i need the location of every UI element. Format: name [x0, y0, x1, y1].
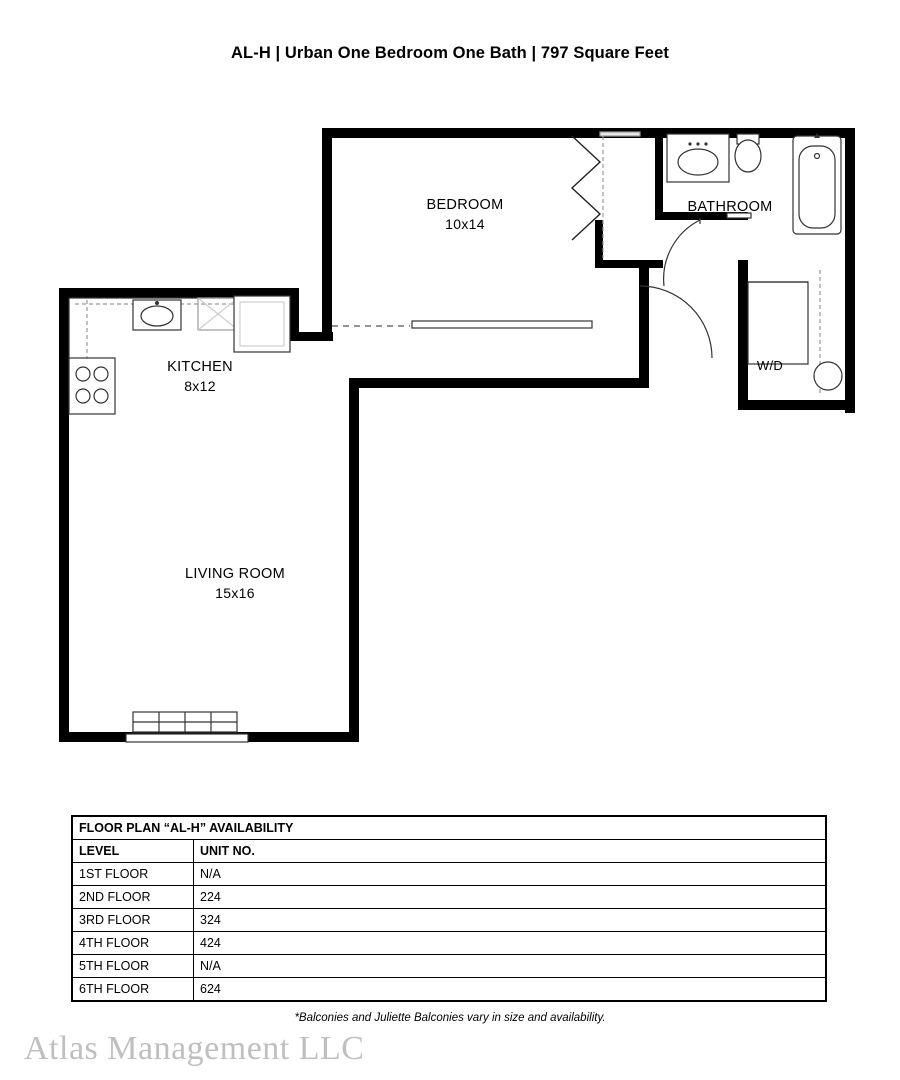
room-label-bedroom	[385, 196, 545, 234]
cell-unit: 224	[194, 886, 827, 909]
room-label-kitchen	[125, 358, 275, 396]
cell-level: 1ST FLOOR	[72, 863, 194, 886]
availability-table	[71, 815, 827, 1002]
availability-caption: FLOOR PLAN “AL-H” AVAILABILITY	[72, 816, 826, 840]
cell-level: 6TH FLOOR	[72, 978, 194, 1002]
floor-plan-drawing	[0, 100, 900, 780]
table-row	[72, 886, 826, 909]
room-name-living-room: LIVING ROOM	[185, 566, 285, 582]
cell-level: 3RD FLOOR	[72, 909, 194, 932]
table-header-row	[72, 840, 826, 863]
column-header-level: LEVEL	[72, 840, 194, 863]
cell-level: 2ND FLOOR	[72, 886, 194, 909]
room-label-washer-dryer: W/D	[756, 358, 784, 373]
room-name-bedroom: BEDROOM	[426, 197, 504, 213]
table-caption-row	[72, 816, 826, 840]
table-row	[72, 863, 826, 886]
room-dimensions-living-room: 15x16	[215, 585, 255, 602]
footnote: *Balconies and Juliette Balconies vary in size and availability.	[294, 1012, 606, 1024]
cell-level: 5TH FLOOR	[72, 955, 194, 978]
cell-unit: N/A	[194, 863, 827, 886]
cell-unit: 324	[194, 909, 827, 932]
cell-unit: 624	[194, 978, 827, 1002]
watermark-logo: Atlas Management LLC	[24, 1030, 365, 1067]
room-dimensions-kitchen: 8x12	[184, 378, 216, 395]
table-row	[72, 955, 826, 978]
cell-level: 4TH FLOOR	[72, 932, 194, 955]
cell-unit: N/A	[194, 955, 827, 978]
column-header-unit-no: UNIT NO.	[194, 840, 827, 863]
page-title: AL-H | Urban One Bedroom One Bath | 797 Square Feet	[231, 44, 669, 62]
table-row	[72, 932, 826, 955]
room-label-living-room	[140, 565, 330, 603]
table-row	[72, 978, 826, 1002]
room-label-bathroom	[655, 198, 805, 217]
room-name-kitchen: KITCHEN	[167, 359, 233, 375]
table-row	[72, 909, 826, 932]
cell-unit: 424	[194, 932, 827, 955]
room-dimensions-bedroom: 10x14	[445, 216, 485, 233]
room-name-bathroom: BATHROOM	[687, 199, 773, 215]
